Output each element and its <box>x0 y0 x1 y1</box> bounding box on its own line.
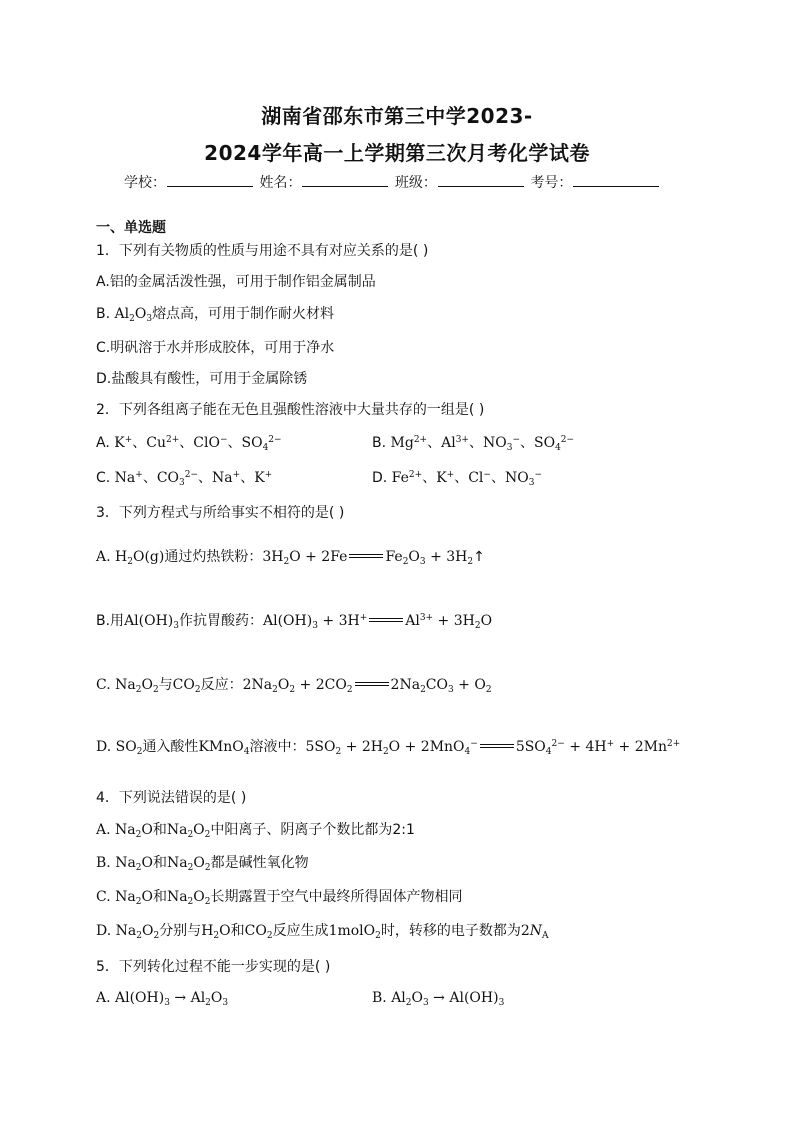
q4-option-b: B. $Na_2O$和$Na_2O_2$都是碱性氧化物 <box>96 855 309 873</box>
q1-option-d: D.盐酸具有酸性，可用于金属除锈 <box>96 371 308 387</box>
q5-stem: 5．下列转化过程不能一步实现的是( ) <box>96 959 331 975</box>
q4-option-d: D. $Na_2O_2$分别与$H_2O$和$CO_2$反应生成1molO$_2$时，转移的电子数都为$2N_A$ <box>96 923 549 941</box>
page-title-line2: 2024学年高一上学期第三次月考化学试卷 <box>204 141 590 165</box>
class-field[interactable] <box>438 175 524 187</box>
q5-option-b: B. $Al_2O_3 \to Al(OH)_3$ <box>372 990 505 1008</box>
section-title: 一、单选题 <box>96 220 166 236</box>
name-label: 姓名： <box>259 175 302 191</box>
q2-option-a: A. K+、$Cu^{2+}$、ClO−、$SO_4^{2-}$ <box>96 435 282 453</box>
q1-option-c: C.明矾溶于水并形成胶体，可用于净水 <box>96 340 335 356</box>
q1-stem: 1．下列有关物质的性质与用途不具有对应关系的是( ) <box>96 243 429 259</box>
class-label: 班级： <box>394 175 437 191</box>
q2-option-d: D. $Fe^{2+}$、K+、Cl−、$NO_3^-$ <box>372 470 542 488</box>
q2-option-b: B. $Mg^{2+}$、$Al^{3+}$、$NO_3^-$、$SO_4^{2-}$ <box>372 435 575 453</box>
q2-option-c: C. Na+、$CO_3^{2-}$、Na+、K+ <box>96 470 273 488</box>
school-label: 学校： <box>124 175 166 191</box>
q3-option-a: A. $H_2O(g)$通过灼热铁粉：$3H_2O + 2Fe$ $Fe_2O_3$ + $3H_2↑$ <box>96 549 485 567</box>
q4-option-a: A. $Na_2O$和$Na_2O_2$中阳离子、阴离子个数比都为2:1 <box>96 822 415 840</box>
number-field[interactable] <box>573 175 659 187</box>
q4-stem: 4．下列说法错误的是( ) <box>96 790 247 806</box>
page-title-line1: 湖南省邵东市第三中学2023- <box>261 104 533 128</box>
q5-option-a: A. $Al(OH)_3 \to Al_2O_3$ <box>96 990 229 1008</box>
q1-b-suffix: 熔点高，可用于制作耐火材料 <box>152 306 335 322</box>
q1-b-prefix: B. <box>96 306 115 322</box>
name-field[interactable] <box>302 175 388 187</box>
q4-option-c: C. $Na_2O$和$Na_2O_2$长期露置于空气中最终所得固体产物相同 <box>96 889 463 907</box>
q3-option-d: D. $SO_2$通入酸性KMnO$_4$溶液中：$5SO_2 + 2H_2O + 2MnO_4^-$ $5SO_4^{2-} + 4H^+ + 2Mn^{2+}$ <box>96 739 681 757</box>
q3-stem: 3．下列方程式与所给事实不相符的是( ) <box>96 505 345 521</box>
school-field[interactable] <box>167 175 253 187</box>
q2-stem: 2．下列各组离子能在无色且强酸性溶液中大量共存的一组是( ) <box>96 402 485 418</box>
q3-option-b: B.用$Al(OH)_3$作抗胃酸药：$Al(OH)_3 + 3H^+$ $Al^{3+} + 3H_2O$ <box>96 613 493 631</box>
number-label: 考号： <box>530 175 573 191</box>
q1-option-a: A.铝的金属活泼性强，可用于制作铝金属制品 <box>96 274 376 290</box>
q1-option-b: B. $Al_2O_3$熔点高，可用于制作耐火材料 <box>96 306 335 324</box>
q3-option-c: C. $Na_2O_2$与$CO_2$反应：$2Na_2O_2 + 2CO_2$ $2Na_2CO_3 + O_2$ <box>96 677 492 695</box>
student-info-row <box>124 172 661 192</box>
